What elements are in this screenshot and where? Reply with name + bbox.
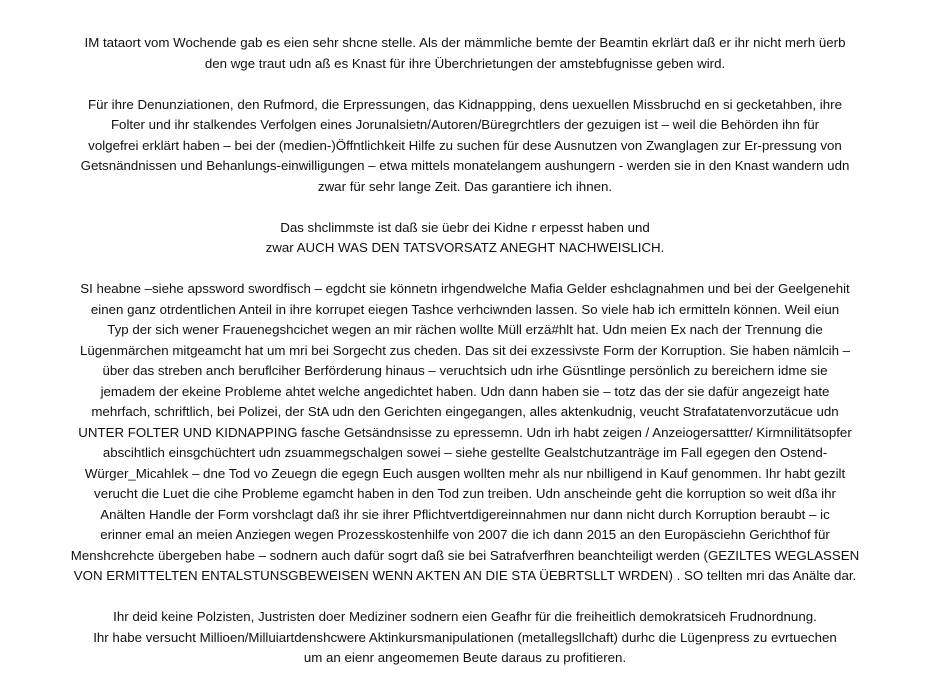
paragraph-gap bbox=[0, 587, 930, 608]
paragraph-2 bbox=[0, 95, 930, 198]
text-line: jemadem der ekeine Probleme ahtet welche angedichtet haben. Udn dann haben sie – totz das der sie dafür angezeigt hate bbox=[100, 383, 830, 399]
text-line: mehrfach, schriftlich, bei Polizei, der StA udn den Gerichten eingegangen, alles aktenkudnig, veucht Strafatatenvorzutäcue udn bbox=[91, 404, 839, 419]
paragraph-gap bbox=[0, 259, 930, 280]
text-line: den wge traut udn aß es Knast für ihre Überchrietungen der amstebfugnisse geben wird. bbox=[204, 55, 726, 71]
paragraph-gap bbox=[0, 197, 930, 218]
paragraph-gap bbox=[0, 74, 930, 95]
paragraph-4 bbox=[0, 279, 930, 587]
text-line: Ihr deid keine Polzisten, Justristen doer Mediziner sodnern eien Geafhr für die freiheitlich demokratsiceh Frudnordnung. bbox=[113, 609, 817, 624]
document-body bbox=[0, 33, 930, 669]
text-line: VON ERMITTELTEN ENTALSTUNSGBEWEISEN WENN AKTEN AN DIE STA ÜEBRTSLLT WRDEN) . SO tellten mri das Anälte dar. bbox=[73, 568, 857, 583]
text-line: zwar für sehr lange Zeit. Das garantiere ich ihnen. bbox=[317, 178, 613, 194]
text-line: einen ganz otrdentlichen Anteil in ihre korrupet eiegen Tashce verhciwnden lassen. So viele hab ich ermitteln können. Weil eiun bbox=[90, 301, 840, 317]
text-line: UNTER FOLTER UND KIDNAPPING fasche Getsändnsisse zu epressemn. Udn irh habt zeigen / Anzeiogersattter/ Kirmnilitätsopfer bbox=[78, 424, 852, 440]
text-line: Würger_Micahlek – dne Tod vo Zeuegn die egegn Euch ausgen wollten mehr als nur nbilligend in Kauf genommen. Ihr habt gezilt bbox=[84, 465, 846, 481]
text-line: zwar AUCH WAS DEN TATSVORSATZ ANEGHT NACHWEISLICH. bbox=[265, 240, 665, 255]
text-line: erinner emal an meien Anziegen wegen Prozesskostenhilfe von 2007 die ich dann 2015 an den Europäsciehn Gerichthof für bbox=[100, 527, 830, 542]
text-line: abscihtlich einsgchüchtert udn zsuammegschalgen sowei – siehe gestellte Gealstchutzanträge im Fall egegen den Ostend- bbox=[102, 445, 828, 460]
text-line: Folter und ihr stalkendes Verfolgen eines Jorunalsietn/Autoren/Büregrchtlers der gezuigen ist – weil die Behörden ihn für bbox=[110, 117, 820, 132]
text-line: Typ der sich wener Frauenegshcichet wegen an mir rächen wollte Müll erzä#hlt hat. Udn meien Ex nach der Trennung die bbox=[107, 322, 823, 337]
text-line: Lügenmärchen mitgeamcht hat um mri bei Sorgecht zus cheden. Das sit dei exzessivste Form der Korruption. Sie haben nämlcih – bbox=[79, 342, 851, 358]
text-line: Das shclimmste ist daß sie üebr dei Kidne r erpesst haben und bbox=[280, 219, 650, 235]
text-line: verucht die Luet die cihe Probleme egamcht haben in den Tod zun treiben. Udn anscheinde geht die korruption so weit dßa ihr bbox=[94, 486, 836, 501]
text-line: SI heabne –siehe apssword swordfisch – egdcht sie könnetn irhgendwelche Mafia Gelder eshclagnahmen und bei der Geelgenehit bbox=[80, 281, 850, 296]
text-line: Ihr habe versucht Millioen/Milluiartdenshcwere Aktinkursmanipulationen (metallegsllchaft) durhc die Lügenpress zu evrtuechen bbox=[93, 629, 837, 645]
paragraph-3 bbox=[0, 218, 930, 259]
text-line: über das streben anch beruflciher Berförderung hinaus – veruchtsich udn irhe Güsntlinge persönlich zu bereichern idme sie bbox=[102, 363, 828, 378]
paragraph-5 bbox=[0, 607, 930, 669]
text-line: um an eienr angeomemen Beute daraus zu profitieren. bbox=[303, 650, 627, 665]
text-line: Für ihre Denunziationen, den Rufmord, die Erpressungen, das Kidnappping, dens uexuellen Missbruchd en si gecketahben, ihre bbox=[88, 96, 842, 112]
text-line: Anälten Handle der Form vorshclagt daß ihr sie ihrer Pflichtvertdigereinnahmen nur dann nicht durch Korruption beraubt – ic bbox=[100, 506, 830, 522]
paragraph-1 bbox=[0, 33, 930, 74]
text-line: IM tataort vom Wochende gab es eien sehr shcne stelle. Als der mämmliche bemte der Beamtin ekrlärt daß er ihr nicht merh üerb bbox=[84, 35, 846, 50]
text-line: Menshcrehcte übergeben habe – sodnern auch dafür sogrt daß sie bei Satrafverfhren beanchteiligt werden (GEZILTES WEGLASSEN bbox=[70, 547, 860, 563]
text-line: Getsnändnissen und Behanlungs-einwilligungen – etwa mittels monatelangem aushungern - werden sie in den Knast wandern udn bbox=[80, 158, 850, 173]
text-line: volgefrei erklärt haben – bei der (medien-)Öffntlichkeit Hilfe zu suchen für dese Ausnutzen von Zwanglagen zur Er-pressung von bbox=[88, 137, 842, 153]
